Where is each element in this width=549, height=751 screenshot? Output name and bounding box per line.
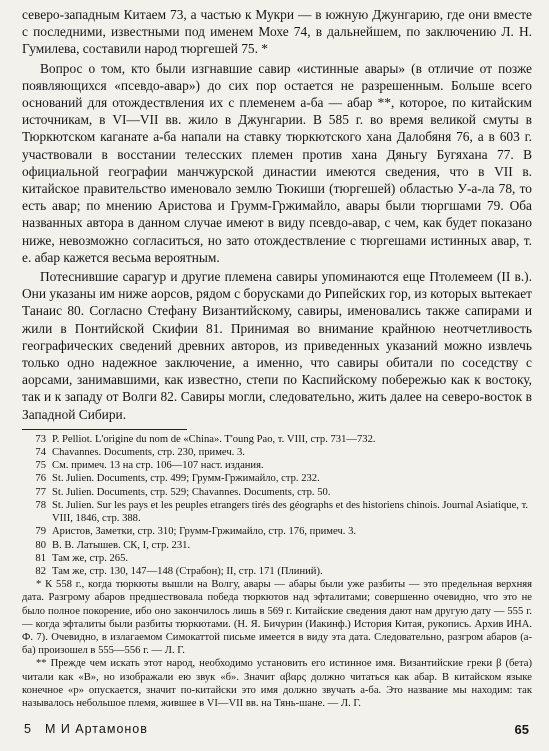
footnote-text: P. Pelliot. L'origine du nom de «China». T'oung Pao, т. VIII, стр. 731—732. bbox=[52, 433, 376, 445]
footnote-text: Там же, стр. 265. bbox=[52, 552, 129, 564]
body-paragraph-1: северо-западным Китаем 73, а частью к Мукри — в южную Джунгарию, где они вместе с последними, известными под именем Мохе 74, в дальнейшем, по заключению Л. Н. Гумилева, составили народ тюргешей 75. * bbox=[22, 7, 532, 57]
footnote-number: 82 bbox=[35, 565, 46, 577]
star-footnote-1: * К 558 г., когда тюркюты вышли на Волгу, авары — абары были уже разбиты — это предельная верхняя дата. Разгрому абаров предшествовала победа тюркютов над эфталитами; совершенно очевидно, что это не было полное покорение, ибо оно закончилось лишь в 569 г. Китайские сведения дают нам другую дату — 555 г. — когда эфталиты были разбиты тюркютами. (Н. Я. Бичурин (Иакинф.) История Китая, рукопись. Архив ИНА. Ф. 7). Очевидно, в излагаемом Симокаттой письме имеется в виду эта дата. Следовательно, разгром абаров (а-ба) произошел в 555—556 г. — Л. Г. bbox=[22, 579, 532, 657]
footnote-text: В. В. Латышев. СК, I, стр. 231. bbox=[52, 539, 191, 551]
footnote bbox=[22, 499, 532, 525]
footnote bbox=[22, 459, 532, 472]
footer-signature bbox=[24, 722, 148, 737]
footnote-text: St. Julien. Documents, стр. 529; Chavannes. Documents, стр. 50. bbox=[52, 486, 331, 498]
footnote-number: 74 bbox=[35, 447, 46, 459]
page-number: 65 bbox=[514, 722, 529, 737]
footnote-text: См. примеч. 13 на стр. 106—107 наст. издания. bbox=[52, 460, 264, 472]
footnote-text: Chavannes. Documents, стр. 230, примеч. 3. bbox=[52, 447, 245, 459]
footnote bbox=[22, 539, 532, 552]
footnote-number: 79 bbox=[35, 526, 46, 538]
footnote bbox=[22, 433, 532, 446]
page-content bbox=[22, 6, 532, 710]
footnote-number: 75 bbox=[35, 460, 46, 472]
body-paragraph-2: Вопрос о том, кто были изгнавшие савир «истинные авары» (в отличие от позже появляющихся «псевдо-авар») до сих пор остается не разрешенным. Больше всего оснований для отождествления их с племенем а-ба — абар **, которое, по китайским источникам, в VI—VII вв. жило в Джунгарии. В 585 г. во время великой смуты в Тюркютском каганате а-ба напали на ставку тюркютского хана Далобяня 76, а в 603 г. участвовали в восстании телесских племен против хана Дяньгу Бугяхана 77. В официальной географии манчжурской династии имеются сведения, что в VII в. китайское правительство именовало землю Тюкиши (тюргешей) областью У-а-ла 78, то есть авар; по мнению Аристова и Грумм-Гржимайло, авары были тюргшами 79. Оба названных автора в данном случае имеют в виду псевдо-авар, с чем, как будет показано ниже, невозможно согласиться, но зато отождествление с тюргешами истинных авар, т. е. абар кажется весьма вероятным. bbox=[22, 60, 532, 265]
footnote-number: 73 bbox=[35, 433, 46, 445]
footnote bbox=[22, 472, 532, 485]
footnote-text: St. Julien. Documents, стр. 499; Грумм-Гржимайло, стр. 232. bbox=[52, 473, 320, 485]
footnote-text: Там же, стр. 130, 147—148 (Страбон); II, стр. 171 (Плиний). bbox=[52, 565, 323, 577]
footnote-number: 76 bbox=[35, 473, 46, 485]
footnotes bbox=[22, 433, 532, 710]
footnote bbox=[22, 446, 532, 459]
footnote bbox=[22, 565, 532, 578]
footnote bbox=[22, 525, 532, 538]
footnote-number: 81 bbox=[35, 552, 46, 564]
footnote-number: 80 bbox=[35, 539, 46, 551]
sheet-number: 5 bbox=[24, 722, 31, 736]
footnote bbox=[22, 486, 532, 499]
page-footer bbox=[24, 722, 529, 737]
footnote-number: 77 bbox=[35, 486, 46, 498]
footnote-text: Аристов, Заметки, стр. 310; Грумм-Гржимайло, стр. 176, примеч. 3. bbox=[52, 526, 357, 538]
footnote-divider bbox=[22, 429, 187, 430]
body-paragraph-3: Потеснившие сарагур и другие племена савиры упоминаются еще Птолемеем (II в.). Они указаны им ниже аорсов, рядом с борусками до Рипейских гор, из которых вытекает Танаис 80. Согласно Стефану Византийскому, савиры, именовались также сапирами и жили в Понтийской Скифии 81. Принимая во внимание крайнюю неотчетливость географических сведений древних авторов, из приведенных указаний можно извлечь только одно надежное заключение, а именно, что савиры обитали по соседству с аорсами, занимавшими, как известно, степи по Каспийскому побережью как к востоку, так и к западу от Волги 82. Савиры могли, следовательно, жить далее на северо-восток в Западной Сибири. bbox=[22, 269, 532, 422]
footnote bbox=[22, 552, 532, 565]
footnote-number: 78 bbox=[35, 499, 46, 511]
star-footnote-2: ** Прежде чем искать этот народ, необходимо установить его истинное имя. Византийские греки β (бета) читали как «В», но изображали ею звук «б». Значит αβαρς должно читаться как абар. В китайском языке конечное «р» опускается, значит по-китайски это имя должно звучать а-ба. Это название мы находим: так называлось небольшое племя, жившее в VI—VII вв. на Тянь-шане. — Л. Г. bbox=[22, 658, 532, 709]
footer-author: М И Артамонов bbox=[44, 722, 148, 736]
footnote-text: St. Julien. Sur les pays et les peuples etrangers tirés des géographs et des historiens chinois. Journal Asiatique, т. VIII, 1846, стр. 388. bbox=[52, 499, 529, 525]
